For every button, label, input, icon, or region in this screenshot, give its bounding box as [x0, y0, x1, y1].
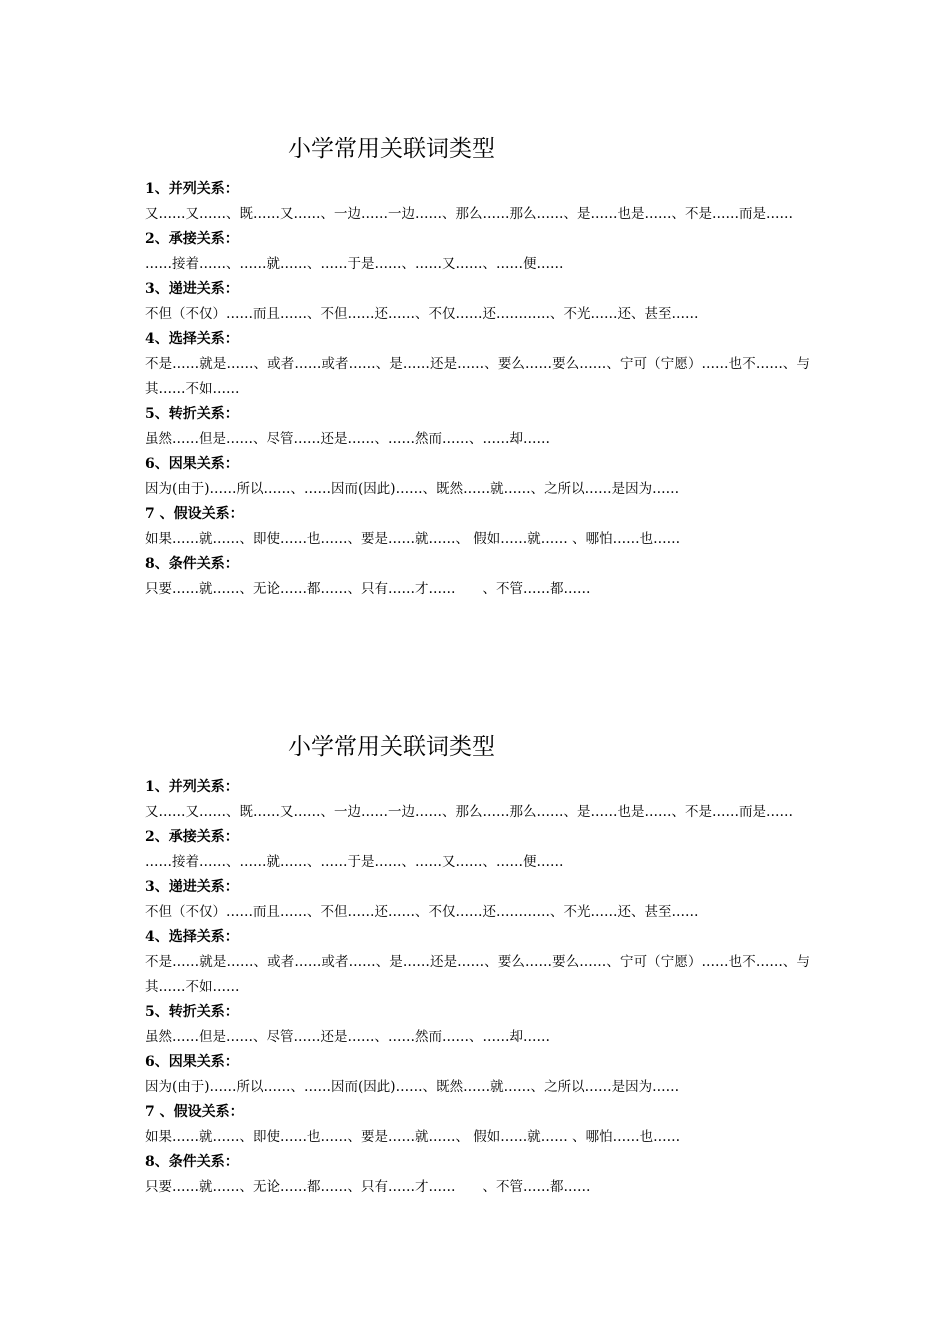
section-4 [145, 925, 810, 1000]
section-body: 只要……就……、无论……都……、只有……才…… 、不管……都…… [145, 581, 591, 597]
section-6 [145, 452, 810, 502]
section-heading: 2、承接关系： [145, 231, 239, 247]
section-heading: 3、递进关系： [145, 281, 239, 297]
section-heading: 8、条件关系： [145, 556, 239, 572]
section-2 [145, 825, 810, 875]
section-6 [145, 1050, 810, 1100]
section-body: 如果……就……、即使……也……、要是……就……、 假如……就…… 、哪怕……也…… [145, 1129, 681, 1145]
section-body: 不是……就是……、或者……或者……、是……还是……、要么……要么……、宁可（宁愿）……也不……、与其……不如…… [145, 356, 810, 397]
section-7 [145, 1100, 810, 1150]
section-heading: 1、并列关系： [145, 181, 239, 197]
section-4 [145, 327, 810, 402]
section-heading: 4、选择关系： [145, 331, 239, 347]
section-heading: 3、递进关系： [145, 879, 239, 895]
section-8 [145, 1150, 810, 1200]
document-copy-2 [145, 731, 810, 1200]
section-body: 又……又……、既……又……、一边……一边……、那么……那么……、是……也是……、不是……而是…… [145, 804, 793, 820]
section-heading: 4、选择关系： [145, 929, 239, 945]
section-heading: 2、承接关系： [145, 829, 239, 845]
section-2 [145, 227, 810, 277]
section-5 [145, 1000, 810, 1050]
section-heading: 6、因果关系： [145, 1054, 239, 1070]
section-7 [145, 502, 810, 552]
section-heading: 7 、假设关系： [145, 506, 244, 522]
section-heading: 6、因果关系： [145, 456, 239, 472]
document-copy-1 [145, 133, 810, 602]
section-heading: 5、转折关系： [145, 406, 239, 422]
section-body: 如果……就……、即使……也……、要是……就……、 假如……就…… 、哪怕……也…… [145, 531, 681, 547]
section-heading: 7 、假设关系： [145, 1104, 244, 1120]
section-8 [145, 552, 810, 602]
document-title: 小学常用关联词类型 [288, 136, 495, 162]
section-body: 不但（不仅）……而且……、不但……还……、不仅……还…………、不光……还、甚至…… [145, 904, 699, 920]
section-body: 不但（不仅）……而且……、不但……还……、不仅……还…………、不光……还、甚至…… [145, 306, 699, 322]
section-3 [145, 277, 810, 327]
section-heading: 8、条件关系： [145, 1154, 239, 1170]
section-5 [145, 402, 810, 452]
section-body: 因为(由于)……所以……、……因而(因此)……、既然……就……、之所以……是因为…… [145, 481, 680, 497]
section-body: ……接着……、……就……、……于是……、……又……、……便…… [145, 256, 564, 272]
section-heading: 1、并列关系： [145, 779, 239, 795]
section-body: 又……又……、既……又……、一边……一边……、那么……那么……、是……也是……、不是……而是…… [145, 206, 793, 222]
section-body: 因为(由于)……所以……、……因而(因此)……、既然……就……、之所以……是因为…… [145, 1079, 680, 1095]
section-body: 虽然……但是……、尽管……还是……、……然而……、……却…… [145, 431, 550, 447]
section-1 [145, 177, 810, 227]
section-3 [145, 875, 810, 925]
section-body: 只要……就……、无论……都……、只有……才…… 、不管……都…… [145, 1179, 591, 1195]
section-body: 虽然……但是……、尽管……还是……、……然而……、……却…… [145, 1029, 550, 1045]
section-body: 不是……就是……、或者……或者……、是……还是……、要么……要么……、宁可（宁愿）……也不……、与其……不如…… [145, 954, 810, 995]
section-body: ……接着……、……就……、……于是……、……又……、……便…… [145, 854, 564, 870]
section-1 [145, 775, 810, 825]
document-title: 小学常用关联词类型 [288, 734, 495, 760]
section-heading: 5、转折关系： [145, 1004, 239, 1020]
